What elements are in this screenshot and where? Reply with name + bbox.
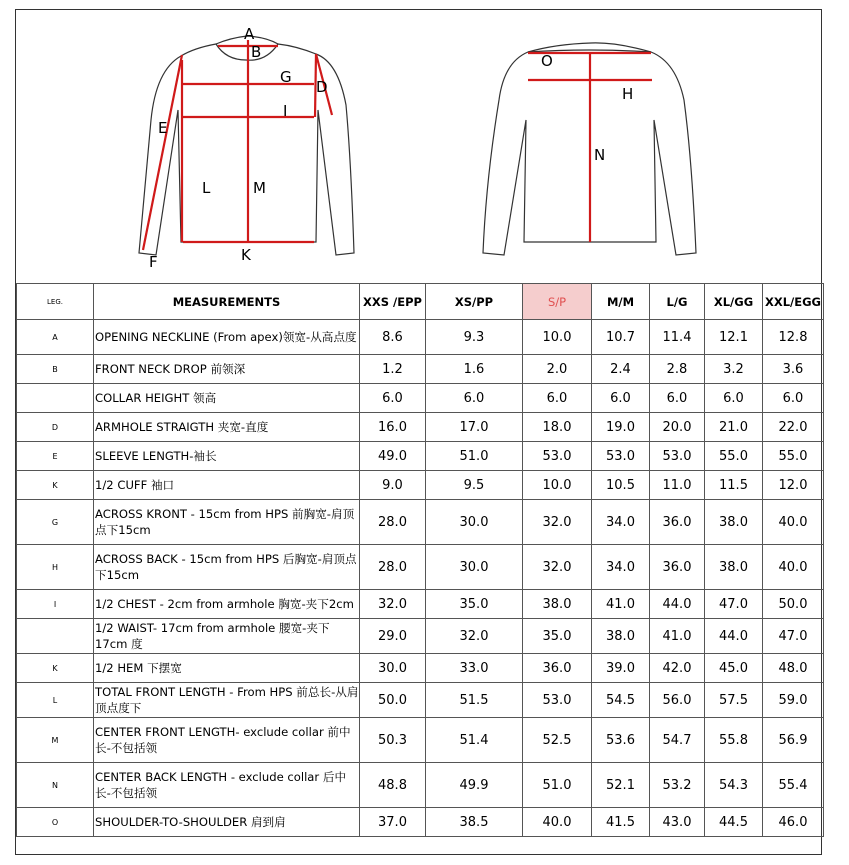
size-value-cell: 53.0 [592, 442, 650, 471]
size-value-cell: 10.5 [592, 471, 650, 500]
size-value-cell: 40.0 [763, 545, 824, 590]
size-value-cell: 41.5 [592, 808, 650, 837]
size-value-cell: 9.3 [426, 320, 523, 355]
size-value-cell: 12.8 [763, 320, 824, 355]
letter-o: O [541, 52, 553, 70]
measurement-description: FRONT NECK DROP 前领深 [94, 355, 360, 384]
table-row [17, 413, 824, 442]
size-value-cell: 20.0 [650, 413, 705, 442]
size-value-cell: 41.0 [592, 590, 650, 619]
size-value-cell: 56.9 [763, 718, 824, 763]
letter-d: D [316, 78, 328, 96]
table-row [17, 808, 824, 837]
measurement-description: 1/2 WAIST- 17cm from armhole 腰宽-夹下17cm 度 [94, 619, 360, 654]
table-row [17, 320, 824, 355]
size-value-cell: 55.4 [763, 763, 824, 808]
size-value-cell: 49.0 [360, 442, 426, 471]
letter-m: M [253, 179, 266, 197]
size-value-cell: 30.0 [426, 545, 523, 590]
size-value-cell: 48.8 [360, 763, 426, 808]
size-value-cell: 55.8 [705, 718, 763, 763]
size-value-cell: 11.0 [650, 471, 705, 500]
garment-diagram [16, 10, 821, 282]
legend-cell: L [17, 683, 94, 718]
size-value-cell: 6.0 [592, 384, 650, 413]
size-value-cell: 2.8 [650, 355, 705, 384]
legend-cell: K [17, 654, 94, 683]
size-value-cell: 55.0 [763, 442, 824, 471]
size-value-cell: 17.0 [426, 413, 523, 442]
letter-n: N [594, 146, 606, 164]
size-value-cell: 54.3 [705, 763, 763, 808]
measurement-description: TOTAL FRONT LENGTH - From HPS 前总长-从肩顶点度下 [94, 683, 360, 718]
size-value-cell: 47.0 [705, 590, 763, 619]
col-header-l: L/G [650, 284, 705, 320]
size-value-cell: 40.0 [763, 500, 824, 545]
legend-cell [17, 619, 94, 654]
size-value-cell: 10.7 [592, 320, 650, 355]
size-value-cell: 50.3 [360, 718, 426, 763]
size-value-cell: 43.0 [650, 808, 705, 837]
size-value-cell: 32.0 [426, 619, 523, 654]
legend-cell: O [17, 808, 94, 837]
size-value-cell: 11.4 [650, 320, 705, 355]
legend-cell: B [17, 355, 94, 384]
measurement-description: CENTER BACK LENGTH - exclude collar 后中长-不包括领 [94, 763, 360, 808]
back-measure-lines [528, 53, 652, 242]
size-value-cell: 35.0 [426, 590, 523, 619]
size-value-cell: 36.0 [523, 654, 592, 683]
size-value-cell: 57.5 [705, 683, 763, 718]
table-row [17, 763, 824, 808]
size-value-cell: 41.0 [650, 619, 705, 654]
measurement-rows [17, 320, 824, 837]
size-value-cell: 53.6 [592, 718, 650, 763]
size-value-cell: 6.0 [360, 384, 426, 413]
measurement-description: COLLAR HEIGHT 领高 [94, 384, 360, 413]
table-row [17, 590, 824, 619]
size-value-cell: 29.0 [360, 619, 426, 654]
size-value-cell: 28.0 [360, 545, 426, 590]
front-garment [139, 36, 354, 255]
letter-k: K [241, 246, 251, 264]
size-value-cell: 50.0 [360, 683, 426, 718]
letter-g: G [280, 68, 292, 86]
size-value-cell: 36.0 [650, 500, 705, 545]
legend-cell: E [17, 442, 94, 471]
col-header-measurements: MEASUREMENTS [94, 284, 360, 320]
letter-h: H [622, 85, 634, 103]
size-value-cell: 16.0 [360, 413, 426, 442]
size-value-cell: 52.1 [592, 763, 650, 808]
size-value-cell: 3.6 [763, 355, 824, 384]
size-value-cell: 3.2 [705, 355, 763, 384]
size-value-cell: 6.0 [650, 384, 705, 413]
measurement-description: CENTER FRONT LENGTH- exclude collar 前中长-不包括领 [94, 718, 360, 763]
size-value-cell: 44.5 [705, 808, 763, 837]
size-value-cell: 37.0 [360, 808, 426, 837]
size-value-cell: 6.0 [523, 384, 592, 413]
size-value-cell: 38.0 [592, 619, 650, 654]
letter-b: B [251, 43, 262, 61]
table-row [17, 545, 824, 590]
table-row [17, 355, 824, 384]
size-value-cell: 44.0 [650, 590, 705, 619]
table-row [17, 500, 824, 545]
size-value-cell: 51.4 [426, 718, 523, 763]
legend-cell: D [17, 413, 94, 442]
table-row [17, 683, 824, 718]
table-row [17, 471, 824, 500]
size-value-cell: 6.0 [426, 384, 523, 413]
size-value-cell: 48.0 [763, 654, 824, 683]
size-value-cell: 55.0 [705, 442, 763, 471]
size-value-cell: 1.6 [426, 355, 523, 384]
letter-l: L [202, 179, 211, 197]
size-value-cell: 47.0 [763, 619, 824, 654]
size-value-cell: 35.0 [523, 619, 592, 654]
size-value-cell: 1.2 [360, 355, 426, 384]
size-value-cell: 53.0 [523, 683, 592, 718]
legend-cell: I [17, 590, 94, 619]
letter-e: E [158, 119, 168, 137]
size-value-cell: 6.0 [763, 384, 824, 413]
size-value-cell: 36.0 [650, 545, 705, 590]
size-value-cell: 51.0 [426, 442, 523, 471]
size-value-cell: 49.9 [426, 763, 523, 808]
size-value-cell: 54.7 [650, 718, 705, 763]
size-value-cell: 6.0 [705, 384, 763, 413]
legend-cell: N [17, 763, 94, 808]
size-value-cell: 38.0 [705, 500, 763, 545]
size-value-cell: 34.0 [592, 545, 650, 590]
size-value-cell: 22.0 [763, 413, 824, 442]
size-value-cell: 52.5 [523, 718, 592, 763]
size-value-cell: 11.5 [705, 471, 763, 500]
table-row [17, 619, 824, 654]
size-value-cell: 8.6 [360, 320, 426, 355]
size-value-cell: 10.0 [523, 320, 592, 355]
measurement-description: SHOULDER-TO-SHOULDER 肩到肩 [94, 808, 360, 837]
measurement-description: 1/2 CHEST - 2cm from armhole 胸宽-夹下2cm [94, 590, 360, 619]
letter-i: I [283, 102, 288, 120]
front-measure-lines [143, 40, 332, 250]
size-value-cell: 10.0 [523, 471, 592, 500]
legend-cell: G [17, 500, 94, 545]
size-value-cell: 53.2 [650, 763, 705, 808]
size-value-cell: 32.0 [523, 545, 592, 590]
legend-cell: A [17, 320, 94, 355]
measurement-description: 1/2 HEM 下摆宽 [94, 654, 360, 683]
size-value-cell: 44.0 [705, 619, 763, 654]
size-value-cell: 38.0 [705, 545, 763, 590]
table-row [17, 654, 824, 683]
size-value-cell: 38.0 [523, 590, 592, 619]
table-row [17, 442, 824, 471]
measurement-description: ACROSS KRONT - 15cm from HPS 前胸宽-肩顶点下15cm [94, 500, 360, 545]
measurement-description: SLEEVE LENGTH-袖长 [94, 442, 360, 471]
col-header-leg: LEG. [17, 284, 94, 320]
size-value-cell: 30.0 [426, 500, 523, 545]
size-value-cell: 38.5 [426, 808, 523, 837]
legend-cell: M [17, 718, 94, 763]
legend-cell: H [17, 545, 94, 590]
col-header-xl: XL/GG [705, 284, 763, 320]
size-value-cell: 21.0 [705, 413, 763, 442]
size-value-cell: 9.0 [360, 471, 426, 500]
measurement-description: ARMHOLE STRAIGTH 夹宽-直度 [94, 413, 360, 442]
size-value-cell: 53.0 [650, 442, 705, 471]
size-value-cell: 51.0 [523, 763, 592, 808]
legend-cell: K [17, 471, 94, 500]
size-value-cell: 2.0 [523, 355, 592, 384]
col-header-xs: XS/PP [426, 284, 523, 320]
size-value-cell: 19.0 [592, 413, 650, 442]
size-value-cell: 56.0 [650, 683, 705, 718]
front-letters [149, 25, 328, 271]
measurement-description: ACROSS BACK - 15cm from HPS 后胸宽-肩顶点下15cm [94, 545, 360, 590]
col-header-s: S/P [523, 284, 592, 320]
size-value-cell: 50.0 [763, 590, 824, 619]
col-header-xxs: XXS /EPP [360, 284, 426, 320]
size-value-cell: 39.0 [592, 654, 650, 683]
legend-cell [17, 384, 94, 413]
garment-svg [16, 10, 821, 282]
table-row [17, 718, 824, 763]
measurement-description: 1/2 CUFF 袖口 [94, 471, 360, 500]
size-value-cell: 33.0 [426, 654, 523, 683]
size-value-cell: 59.0 [763, 683, 824, 718]
size-value-cell: 45.0 [705, 654, 763, 683]
size-value-cell: 12.0 [763, 471, 824, 500]
size-value-cell: 46.0 [763, 808, 824, 837]
size-value-cell: 9.5 [426, 471, 523, 500]
size-value-cell: 40.0 [523, 808, 592, 837]
table-row [17, 384, 824, 413]
size-value-cell: 30.0 [360, 654, 426, 683]
col-header-xxl: XXL/EGG [763, 284, 824, 320]
size-value-cell: 12.1 [705, 320, 763, 355]
measurement-table [16, 283, 824, 837]
back-letters [541, 52, 633, 164]
col-header-m: M/M [592, 284, 650, 320]
size-value-cell: 2.4 [592, 355, 650, 384]
letter-a: A [244, 25, 255, 43]
size-value-cell: 32.0 [360, 590, 426, 619]
measurement-description: OPENING NECKLINE (From apex)领宽-从高点度 [94, 320, 360, 355]
table-header-row [17, 284, 824, 320]
size-value-cell: 28.0 [360, 500, 426, 545]
size-value-cell: 53.0 [523, 442, 592, 471]
size-value-cell: 51.5 [426, 683, 523, 718]
size-value-cell: 42.0 [650, 654, 705, 683]
letter-f: F [149, 253, 158, 271]
size-value-cell: 32.0 [523, 500, 592, 545]
size-value-cell: 54.5 [592, 683, 650, 718]
size-value-cell: 34.0 [592, 500, 650, 545]
size-chart-sheet [15, 9, 822, 855]
size-value-cell: 18.0 [523, 413, 592, 442]
